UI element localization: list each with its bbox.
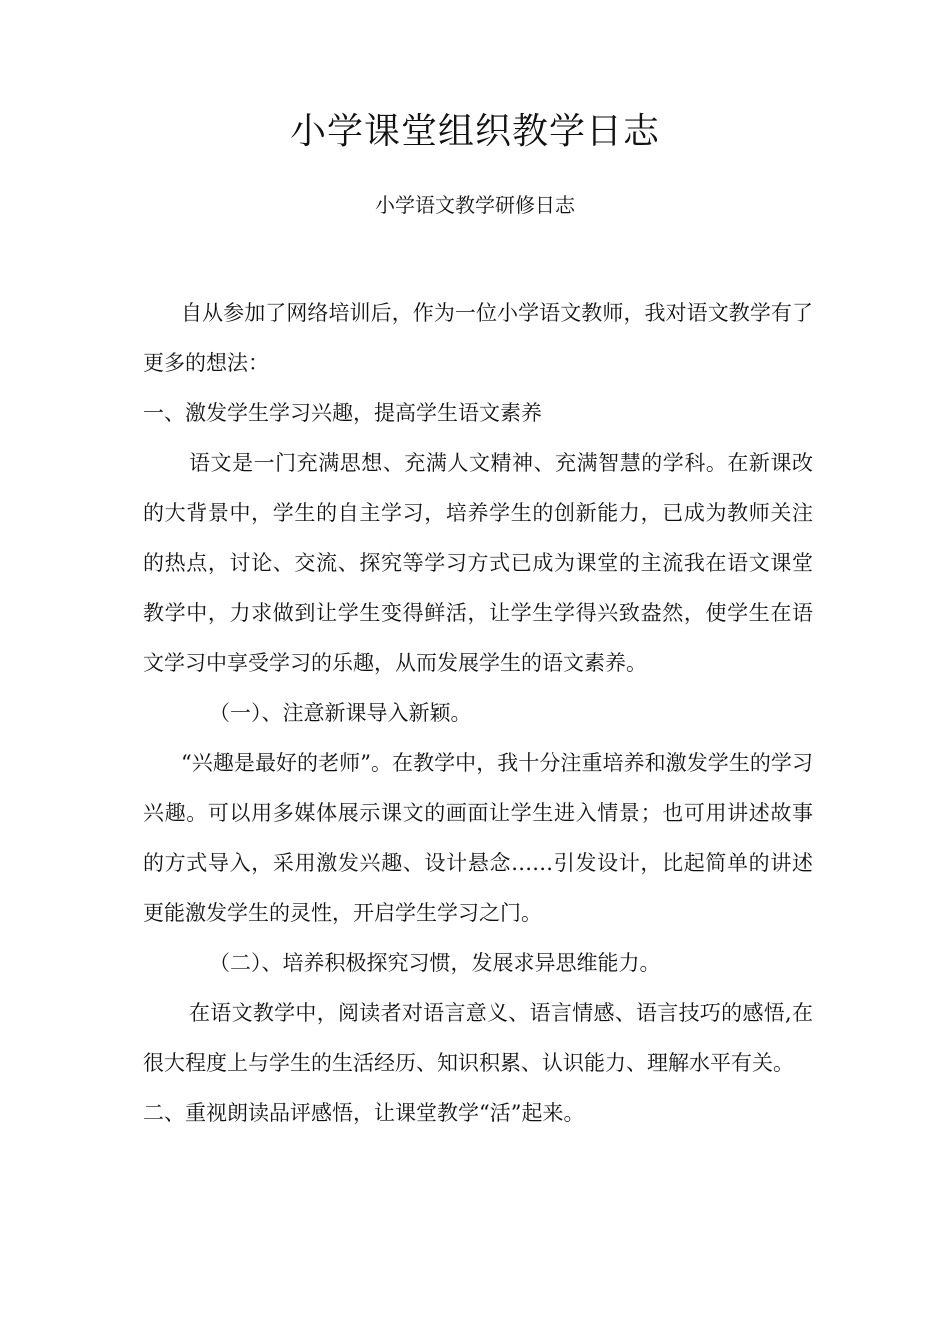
paragraph-intro: 自从参加了网络培训后，作为一位小学语文教师，我对语文教学有了更多的想法：	[143, 301, 813, 375]
section-heading-2: 二、重视朗读品评感悟，让课堂教学“活”起来。	[143, 1101, 585, 1125]
paragraph-section-1: 语文是一门充满思想、充满人文精神、充满智慧的学科。在新课改的大背景中，学生的自主学习，培养学生的创新能力，已成为教师关注的热点，讨论、交流、探究等学习方式已成为课堂的主流我在语文课堂教学中，力求做到让学生变得鲜活，让学生学得兴致盎然，使学生在语文学习中享受学习的乐趣，从而发展学生的语文素养。	[143, 451, 813, 675]
document-title: 小学课堂组织教学日志	[289, 111, 660, 152]
paragraph-subsection-1: “兴趣是最好的老师”。在教学中，我十分注重培养和激发学生的学习兴趣。可以用多媒体展示课文的画面让学生进入情景；也可用讲述故事的方式导入，采用激发兴趣、设计悬念……引发设计，比起简单的讲述更能激发学生的灵性，开启学生学习之门。	[143, 751, 813, 925]
section-heading-1: 一、激发学生学习兴趣，提高学生语文素养	[143, 401, 542, 425]
subheading-1: （一）、注意新课导入新颖。	[209, 701, 472, 725]
document-body	[143, 288, 813, 1138]
paragraph-subsection-2: 在语文教学中，阅读者对语言意义、语言情感、语言技巧的感悟,在很大程度上与学生的生活经历、知识积累、认识能力、理解水平有关。	[143, 1001, 813, 1075]
document-subtitle: 小学语文教学研修日志	[375, 193, 575, 217]
subheading-2: （二）、培养积极探究习惯，发展求异思维能力。	[209, 951, 661, 975]
